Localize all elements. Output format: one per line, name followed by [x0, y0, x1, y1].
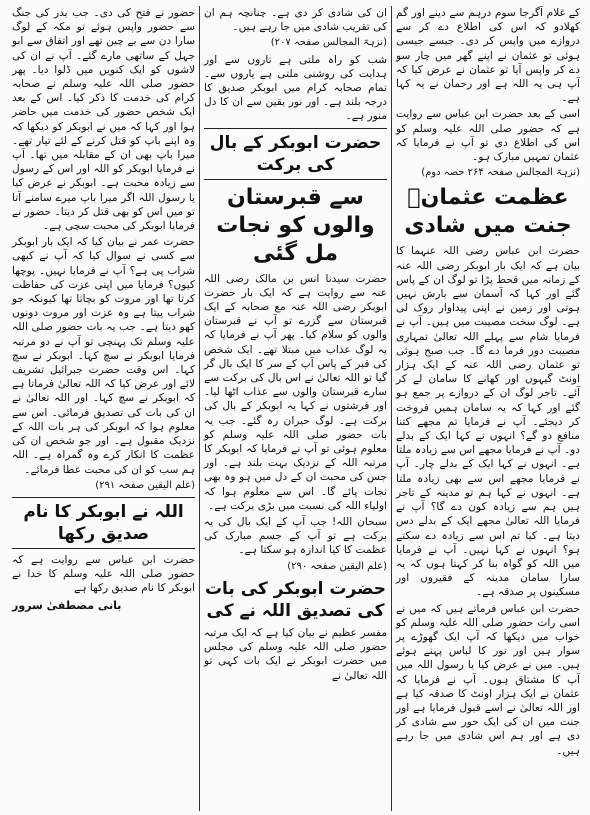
reference: (علم الیقین صفحہ ۲۹۰)	[287, 560, 387, 572]
paragraph: حضرت ابن عباس رضی اللہ عنہما کا بیان ہے کہ ایک بار ابوبکر رضی اللہ عنہ کے زمانہ میں قحط پڑا تو لوگ ان کے پاس گئے اور کہا کہ آسمان سے بارش نہیں ہوتی اور زمین نے اپنی پیداوار روک لی ہے۔ لوگ سخت مصیبت میں ہیں۔ آپ نے فرمایا شام سے پہلے اللہ تعالیٰ تمہاری مصیبت دور فرما دے گا۔ جب صبح ہوئی تو عثمان رضی اللہ عنہ کے ایک ہزار اونٹ گیہوں اور کھانے کا سامان لے کر آئے۔ تاجر لوگ ان کے دروازے پر جمع ہو گئے اور کہا کہ یہ سامان ہمیں فروخت کر دیجئے۔ آپ نے فرمایا تم مجھے کتنا منافع دو گے؟ انہوں نے کہا ایک کے بدلے دو۔ آپ نے فرمایا مجھے اس سے زیادہ ملتا ہے۔ انہوں نے کہا ایک کے بدلے چار۔ آپ نے فرمایا مجھے اس سے بھی زیادہ ملتا ہے۔ انہوں نے کہا ہم تو مدینہ کے تاجر ہیں ہم سے زیادہ کون دے گا؟ آپ نے فرمایا اللہ تعالیٰ مجھے ایک کے بدلے دس دیتا ہے۔ کیا تم اس سے زیادہ دے سکتے ہو؟ انہوں نے کہا نہیں۔ آپ نے فرمایا میں اللہ کو گواہ بنا کر کہتا ہوں کہ یہ سارا سامان مدینہ کے فقیروں اور مسکینوں پر صدقہ ہے۔	[396, 245, 580, 599]
paragraph: اسی کے بعد حضرت ابن عباس سے روایت ہے کہ حضور صلی اللہ علیہ وسلم کو اس کی اطلاع دی تو آپ نے فرمایا کہ عثمان تمہیں مبارک ہو۔	[396, 108, 580, 164]
paragraph: شب کو راہ ملتی ہے تاروں سے اور ہدایت کی روشنی ملتی ہے یاروں سے۔ تمام صحابہ کرام میں ابوبکر صدیق کا درجہ بلند ہے۔ اور نور یقین سے ان کا دل منور ہے۔	[204, 53, 387, 123]
paragraph: حضرت ابن عباس سے روایت ہے کہ حضور صلی اللہ علیہ وسلم کا خدا نے ابوبکر کا نام صدیق رکھا ہے	[12, 553, 195, 595]
paragraph: حضرت سیدنا انس بن مالک رضی اللہ عنہ سے روایت ہے کہ ایک بار حضرت ابوبکر رضی اللہ عنہ مع صحابہ کے ایک قبرستان سے گزرے تو آپ نے قبرستان والوں کو سلام کیا۔ پھر آپ نے فرمایا کہ یہ لوگ عذاب میں مبتلا تھے۔ ایک شخص کی قبر کے پاس آپ کے سر کا ایک بال گر گیا تو اللہ تعالیٰ نے اس بال کی برکت سے سارے قبرستان والوں سے عذاب اٹھا لیا۔ اور فرشتوں نے کہا یہ ابوبکر کے بال کی برکت ہے۔ لوگ حیران رہ گئے۔ جب یہ بات حضور صلی اللہ علیہ وسلم کو معلوم ہوئی تو آپ نے فرمایا کہ ابوبکر کا مرتبہ اللہ کے نزدیک بہت بلند ہے۔ اور جس کی محبت ان کے دل میں ہو وہ بھی نجات پائے گا۔ اس سے معلوم ہوا کہ اولیاء اللہ کی نسبت میں بڑی برکت ہے۔	[204, 272, 387, 512]
reference: (نزہۃ المجالس صفحہ ۲۰۷)	[270, 37, 387, 49]
paragraph: مفسر عظیم نے بیان کیا ہے کہ ایک مرتبہ حضور صلی اللہ علیہ وسلم کی مجلس میں حضرت ابوبکر نے ایک بات کہی تو اللہ تعالیٰ نے	[204, 626, 387, 682]
author-signature: بانی مصطفیٰ سرور	[12, 598, 122, 612]
paragraph: حضرت ابن عباس فرماتے ہیں کہ میں نے اسی رات حضور صلی اللہ علیہ وسلم کو خواب میں دیکھا کہ آپ ایک گھوڑے پر سوار ہیں اور نور کا لباس پہنے ہوئے ہیں۔ میں نے عرض کیا یا رسول اللہ میں آپ کا مشتاق ہوں۔ آپ نے فرمایا کہ عثمان نے ایک ہزار اونٹ کا صدقہ کیا ہے اور اللہ تعالیٰ نے اسے قبول فرمایا ہے اور جنت میں ان کی ایک حور سے شادی کر دی ہے اور ہم اس شادی میں جا رہے ہیں۔	[396, 602, 580, 757]
column-middle	[200, 6, 392, 811]
paragraph: سبحان اللہ! جب آپ کے ایک بال کی یہ برکت ہے تو آپ کے جسم مبارک کی عظمت کا کیا اندازہ ہو سکتا ہے۔	[204, 516, 387, 557]
section-heading: حضرت ابوبکر کی بات کی تصدیق اللہ نے کی	[204, 578, 387, 621]
reference: (علم الیقین صفحہ ۲۹۱)	[95, 479, 195, 491]
section-heading: عظمت عثمانؓ جنت میں شادی	[404, 185, 572, 239]
column-left	[8, 6, 200, 811]
column-right	[392, 6, 584, 811]
paragraph: کے غلام آگرجا سوم درہم سے دینے اور گم کھلادو کہ اس کی اطلاع دے کر سے دروازے میں واپس کر دی۔ جیسے جیسی ہوئی تو عثمان نے اپنے گھر میں چار سو دے کر واپس آیا تو عثمان نے عرض کیا کہ آپ ہی یہ اللہ ہے اور رحمان نے یہ کہا ہے۔	[396, 7, 580, 105]
section-heading: سے قبرستان والوں کو نجات مل گئی	[216, 184, 375, 266]
paragraph: ان کی شادی کر دی ہے۔ چنانچہ ہم ان کی تقریب شادی میں جا رہے ہیں۔	[204, 7, 387, 34]
section-heading: حضرت ابوبکر کے بال کی برکت	[204, 128, 387, 180]
paragraph: حضور نے فتح کی دی۔ جب بدر کی جنگ سے حضور واپس ہوئے تو مکہ کے لوگ سارا دن سے بے چین تھے اور اتفاق سے ابو جہل کے ساتھی مارے گئے۔ آپ نے ان کی لاشوں کو ایک کنویں میں ڈلوا دیا۔ پھر حضور صلی اللہ علیہ وسلم نے صحابہ کرام کی خدمت کا ذکر کیا۔ اس کے بعد ایک شخص حضور کی خدمت میں حاضر ہوا اور کہا کہ میں نے ابوبکر کو دیکھا کہ وہ اپنے باپ کو قتل کرنے کے لئے تیار تھے۔ میرا باپ بھی ان کے مقابلہ میں تھا۔ آپ نے فرمایا ابوبکر کو اللہ اور اس کے رسول سے زیادہ محبت ہے۔ ابوبکر نے عرض کیا یا رسول اللہ اگر میرا باپ میرے سامنے آتا تو میں اس کو بھی قتل کر دیتا۔ حضور نے فرمایا ابوبکر کی محبت سچی ہے۔	[12, 7, 195, 233]
reference: (نزہۃ المجالس صفحہ ۲۶۴ حصہ دوم)	[421, 167, 580, 179]
section-heading: اللہ نے ابوبکر کا نام صدیق رکھا	[12, 497, 195, 549]
paragraph: حضرت عمر نے بیان کیا کہ ایک بار ابوبکر سے کسی نے سوال کیا کہ آپ نے کبھی شراب پی ہے؟ آپ نے فرمایا نہیں۔ پوچھا کیوں؟ فرمایا میں اپنی عزت کی حفاظت کرتا تھا اور مروت کو بچاتا تھا کیونکہ جو شراب پیتا ہے وہ عزت اور مروت دونوں کھو دیتا ہے۔ جب یہ بات حضور صلی اللہ علیہ وسلم تک پہنچی تو آپ نے دو مرتبہ فرمایا ابوبکر نے سچ کہا۔ ابوبکر نے سچ کہا۔ اس وقت حضرت جبرائیل تشریف لائے اور عرض کیا کہ اللہ تعالیٰ فرماتا ہے کہ ابوبکر نے سچ کہا۔ اور اللہ تعالیٰ نے ان کی بات کی تصدیق فرمائی۔ اس سے معلوم ہوا کہ ابوبکر کی ہر بات اللہ کے نزدیک مقبول ہے۔ اور جو شخص ان کی عظمت کا انکار کرے وہ گمراہ ہے۔ اللہ ہم سب کو ان کی محبت عطا فرمائے۔	[12, 236, 195, 476]
